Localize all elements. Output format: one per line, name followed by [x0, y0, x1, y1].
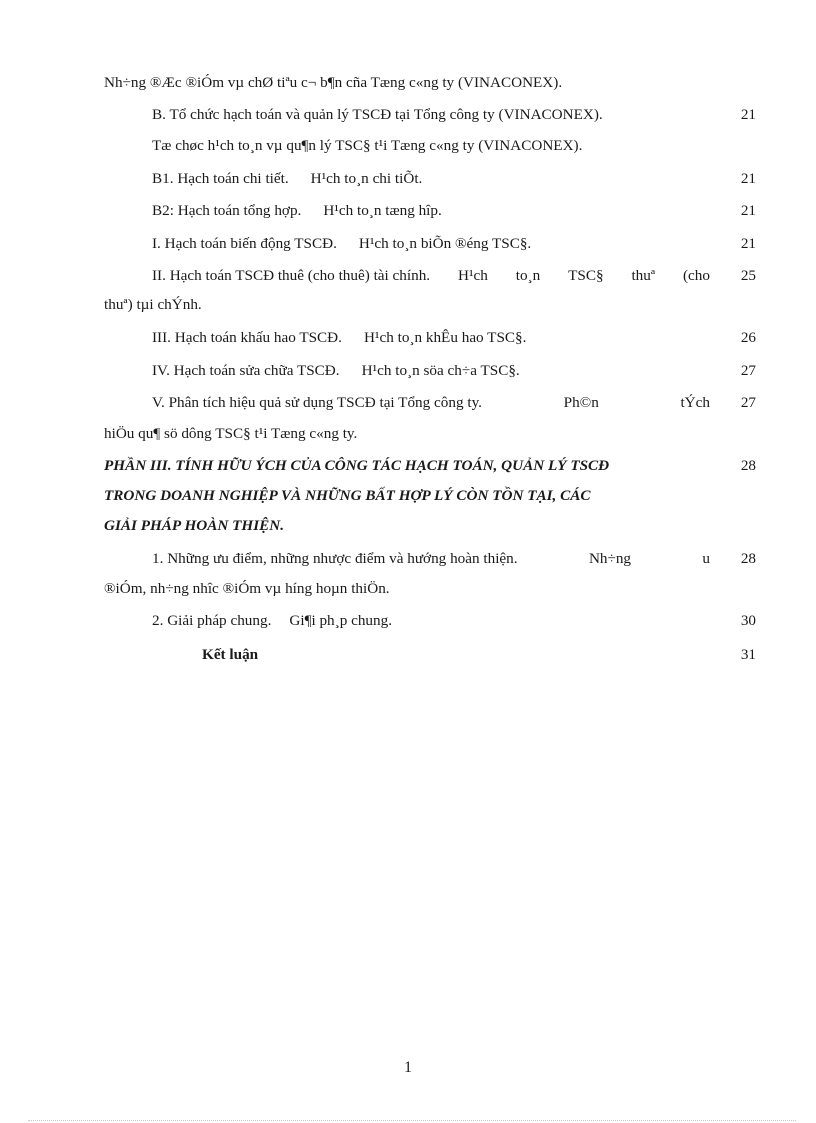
- toc-entry-text: Tæ chøc h¹ch to¸n vµ qu¶n lý TSC§ t¹i Tæng c«ng ty (VINACONEX).: [152, 137, 583, 154]
- toc-entry-text: IV. Hạch toán sửa chữa TSCĐ.: [152, 362, 340, 379]
- toc-page-number: 21: [740, 106, 756, 123]
- part-iii-heading-line2: [104, 486, 756, 506]
- toc-page-number: 21: [740, 202, 756, 219]
- toc-entry-alt-text: H¹ch to¸n tæng hîp.: [323, 202, 442, 219]
- toc-entry-alt-text: H¹ch to¸n chi tiÕt.: [310, 170, 423, 187]
- toc-entry-v-continuation: [104, 424, 756, 444]
- toc-entry-i: [152, 234, 756, 254]
- toc-entry-2: [152, 611, 756, 631]
- toc-entry-text: 1. Những ưu điểm, những nhược điểm và hướng hoàn thiện.: [152, 550, 518, 567]
- toc-page-number: 30: [740, 612, 756, 629]
- toc-entry-ii-continuation: [104, 295, 756, 315]
- part-iii-heading: [104, 456, 756, 476]
- footer-page-number: 1: [404, 1059, 412, 1076]
- toc-entry-alt-word: u: [702, 550, 710, 567]
- part-iii-heading-line3: [104, 516, 756, 536]
- toc-entry-text: 2. Giải pháp chung.: [152, 612, 272, 629]
- toc-entry-b-alt: [152, 136, 756, 156]
- toc-entry-alt-word: tÝch: [680, 394, 710, 411]
- toc-entry-alt-word: thuª: [631, 267, 656, 284]
- toc-entry-text: B2: Hạch toán tổng hợp.: [152, 202, 302, 219]
- toc-page-number: 26: [740, 329, 756, 346]
- toc-entry-text: B. Tổ chức hạch toán và quản lý TSCĐ tại Tổng công ty (VINACONEX).: [152, 106, 603, 123]
- toc-entry-alt-word: Nh÷ng: [588, 550, 632, 567]
- toc-entry-text: Nh÷ng ®Æc ®iÓm vµ chØ tiªu c¬ b¶n cña Tæng c«ng ty (VINACONEX).: [104, 74, 563, 91]
- toc-entry-text: ®iÓm, nh÷ng nhîc ®iÓm vµ híng hoµn thiÖn.: [104, 580, 390, 597]
- toc-entry-alt-word: Ph©n: [563, 394, 599, 411]
- toc-page-number: 25: [740, 267, 756, 284]
- toc-entry-alt-word: TSC§: [568, 267, 604, 284]
- toc-entry-alt-word: (cho: [682, 267, 710, 284]
- toc-entry-v: [152, 393, 756, 413]
- toc-page-number: 27: [740, 362, 756, 379]
- toc-entry-continuation: [104, 73, 756, 93]
- toc-entry-text: III. Hạch toán khấu hao TSCĐ.: [152, 329, 342, 346]
- toc-page-number: 27: [740, 394, 756, 411]
- toc-entry-alt-text: H¹ch to¸n söa ch÷a TSC§.: [361, 362, 520, 379]
- toc-entry-text: B1. Hạch toán chi tiết.: [152, 170, 289, 187]
- part-heading-line: GIẢI PHÁP HOÀN THIỆN.: [104, 517, 285, 534]
- part-heading-line: PHẦN III. TÍNH HỮU ÝCH CỦA CÔNG TÁC HẠCH TOÁN, QUẢN LÝ TSCĐ: [104, 457, 610, 474]
- toc-entry-text: V. Phân tích hiệu quả sử dụng TSCĐ tại Tổng công ty.: [152, 394, 482, 411]
- toc-entry-alt-text: H¹ch to¸n khÊu hao TSC§.: [363, 329, 527, 346]
- toc-entry-text: I. Hạch toán biến động TSCĐ.: [152, 235, 337, 252]
- toc-entry-conclusion: [202, 645, 756, 665]
- toc-entry-iii: [152, 328, 756, 348]
- part-heading-line: TRONG DOANH NGHIỆP VÀ NHỮNG BẤT HỢP LÝ CÒN TỒN TẠI, CÁC: [104, 487, 591, 504]
- toc-entry-text: hiÖu qu¶ sö dông TSC§ t¹i Tæng c«ng ty.: [104, 425, 358, 442]
- toc-page-number: 31: [740, 646, 756, 663]
- toc-entry-text: Kết luận: [202, 646, 259, 663]
- toc-entry-b: [152, 105, 756, 125]
- toc-entry-alt-text: H¹ch to¸n biÕn ®éng TSC§.: [358, 235, 532, 252]
- toc-page-number: 28: [740, 457, 756, 474]
- page-bottom-divider: [28, 1120, 796, 1121]
- toc-entry-alt-word: H¹ch: [457, 267, 488, 284]
- toc-entry-text: thuª) tµi chÝnh.: [104, 296, 202, 313]
- toc-entry-alt-text: Gi¶i ph¸p chung.: [289, 612, 393, 629]
- toc-entry-b2: [152, 201, 756, 221]
- toc-entry-text: II. Hạch toán TSCĐ thuê (cho thuê) tài chính.: [152, 267, 431, 284]
- toc-page-number: 28: [740, 550, 756, 567]
- toc-entry-ii: [152, 266, 756, 286]
- toc-page-number: 21: [740, 235, 756, 252]
- toc-entry-1: [152, 549, 756, 569]
- toc-entry-alt-word: to¸n: [515, 267, 541, 284]
- toc-entry-1-continuation: [104, 579, 756, 599]
- toc-page-number: 21: [740, 170, 756, 187]
- toc-entry-iv: [152, 361, 756, 381]
- toc-entry-b1: [152, 169, 756, 189]
